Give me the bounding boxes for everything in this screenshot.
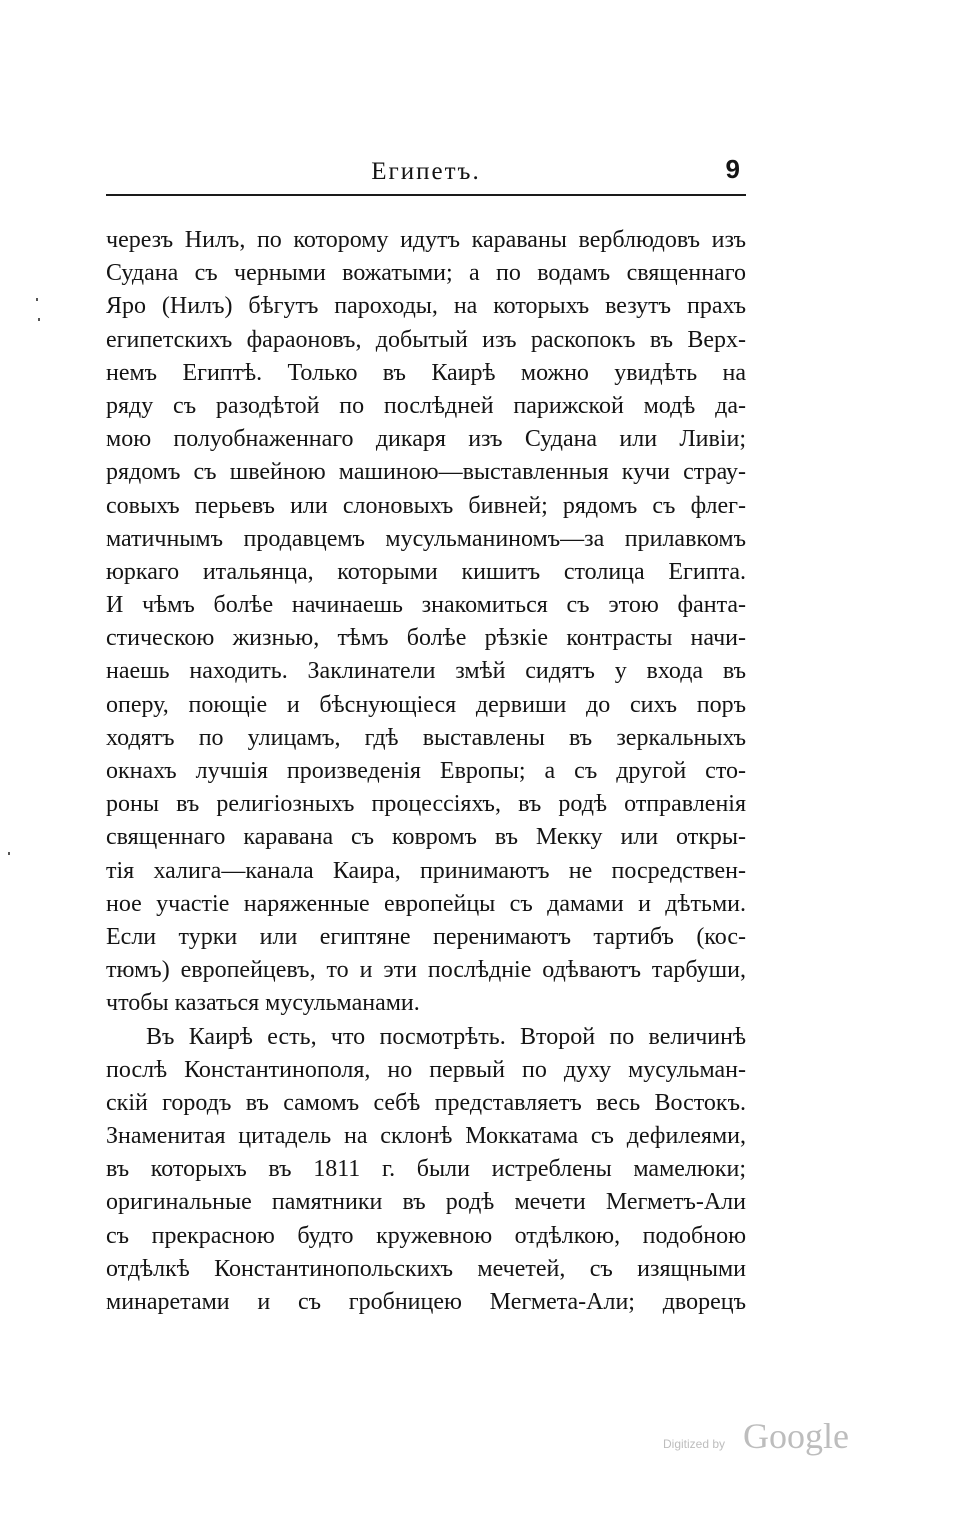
text-line: священнаго каравана съ ковромъ въ Мекку или откры-: [106, 824, 746, 851]
watermark-prefix: Digitized by: [663, 1437, 726, 1451]
text-line: стическою жизнью, тѣмъ болѣе рѣзкіе контрасты начи-: [106, 625, 746, 652]
text-line: минаретами и съ гробницею Мегмета-Али; дворецъ: [106, 1289, 746, 1315]
text-line: немъ Египтѣ. Только въ Каирѣ можно увидѣть на: [106, 359, 746, 386]
text-line: роны въ религіозныхъ процессіяхъ, въ родѣ отправленія: [106, 791, 746, 818]
text-line: оригинальные памятники въ родѣ мечети Мегметъ-Али: [106, 1189, 746, 1216]
text-line: скій городъ въ самомъ себѣ представляетъ весь Востокъ.: [106, 1089, 746, 1116]
text-line: черезъ Нилъ, по которому идутъ караваны верблюдовъ изъ: [106, 227, 746, 253]
text-line: чтобы казаться мусульманами.: [106, 990, 420, 1017]
running-title: Египетъ.: [371, 158, 481, 185]
text-line: мою полуобнаженнаго дикаря изъ Судана или Ливіи;: [106, 426, 746, 453]
page-header: [106, 154, 746, 194]
page-number: 9: [725, 154, 740, 184]
body-text: [106, 224, 746, 1319]
text-line: въ которыхъ въ 1811 г. были истреблены мамелюки;: [106, 1156, 746, 1183]
google-logo: Google: [743, 1416, 849, 1456]
text-line: тюмъ) европейцевъ, то и эти послѣдніе одѣваютъ тарбуши,: [106, 957, 746, 984]
text-line: ряду съ разодѣтой по послѣдней парижской модѣ да-: [106, 392, 746, 419]
text-line: египетскихъ фараоновъ, добытый изъ раскопокъ въ Верх-: [106, 326, 746, 353]
text-line: Если турки или египтяне перенимаютъ тартибъ (кос-: [106, 923, 746, 950]
text-line: окнахъ лучшія произведенія Европы; а съ другой сто-: [106, 758, 746, 784]
text-line: матичнымъ продавцемъ мусульманиномъ—за прилавкомъ: [106, 525, 746, 552]
text-line: Въ Каирѣ есть, что посмотрѣть. Второй по величинѣ: [146, 1023, 746, 1050]
text-line: Яро (Нилъ) бѣгутъ пароходы, на которыхъ везутъ прахъ: [106, 293, 746, 320]
text-line: съ прекрасною будто кружевною отдѣлкою, подобною: [106, 1222, 746, 1249]
text-line: ходятъ по улицамъ, гдѣ выставлены въ зеркальныхъ: [106, 724, 746, 751]
scan-speck: [38, 318, 40, 321]
text-line: Знаменитая цитадель на склонѣ Моккатама съ дефилеями,: [106, 1123, 746, 1150]
scan-speck: [8, 852, 10, 855]
header-rule: [106, 194, 746, 196]
text-line: оперу, поющіе и бѣснующіеся дервиши до сихъ поръ: [106, 691, 746, 718]
text-line: наешь находить. Заклинатели змѣй сидятъ у входа въ: [106, 658, 746, 685]
digitized-watermark: [660, 1415, 860, 1459]
text-line: рядомъ съ швейною машиною—выставленныя кучи страу-: [106, 459, 746, 486]
text-line: совыхъ перьевъ или слоновыхъ бивней; рядомъ съ флег-: [106, 492, 746, 519]
text-line: отдѣлкѣ Константинопольскихъ мечетей, съ изящными: [106, 1255, 746, 1282]
text-line: И чѣмъ болѣе начинаешь знакомиться съ этою фанта-: [106, 592, 746, 619]
text-line: Судана съ черными вожатыми; а по водамъ священнаго: [106, 260, 746, 287]
text-line: ное участіе наряженные европейцы съ дамами и дѣтьми.: [106, 890, 746, 917]
text-line: тія халига—канала Каира, принимаютъ не посредствен-: [106, 857, 746, 884]
text-line: юркаго итальянца, которыми кишитъ столица Египта.: [106, 558, 746, 585]
text-line: послѣ Константинополя, но первый по духу мусульман-: [106, 1056, 746, 1083]
scan-speck: [36, 298, 38, 301]
